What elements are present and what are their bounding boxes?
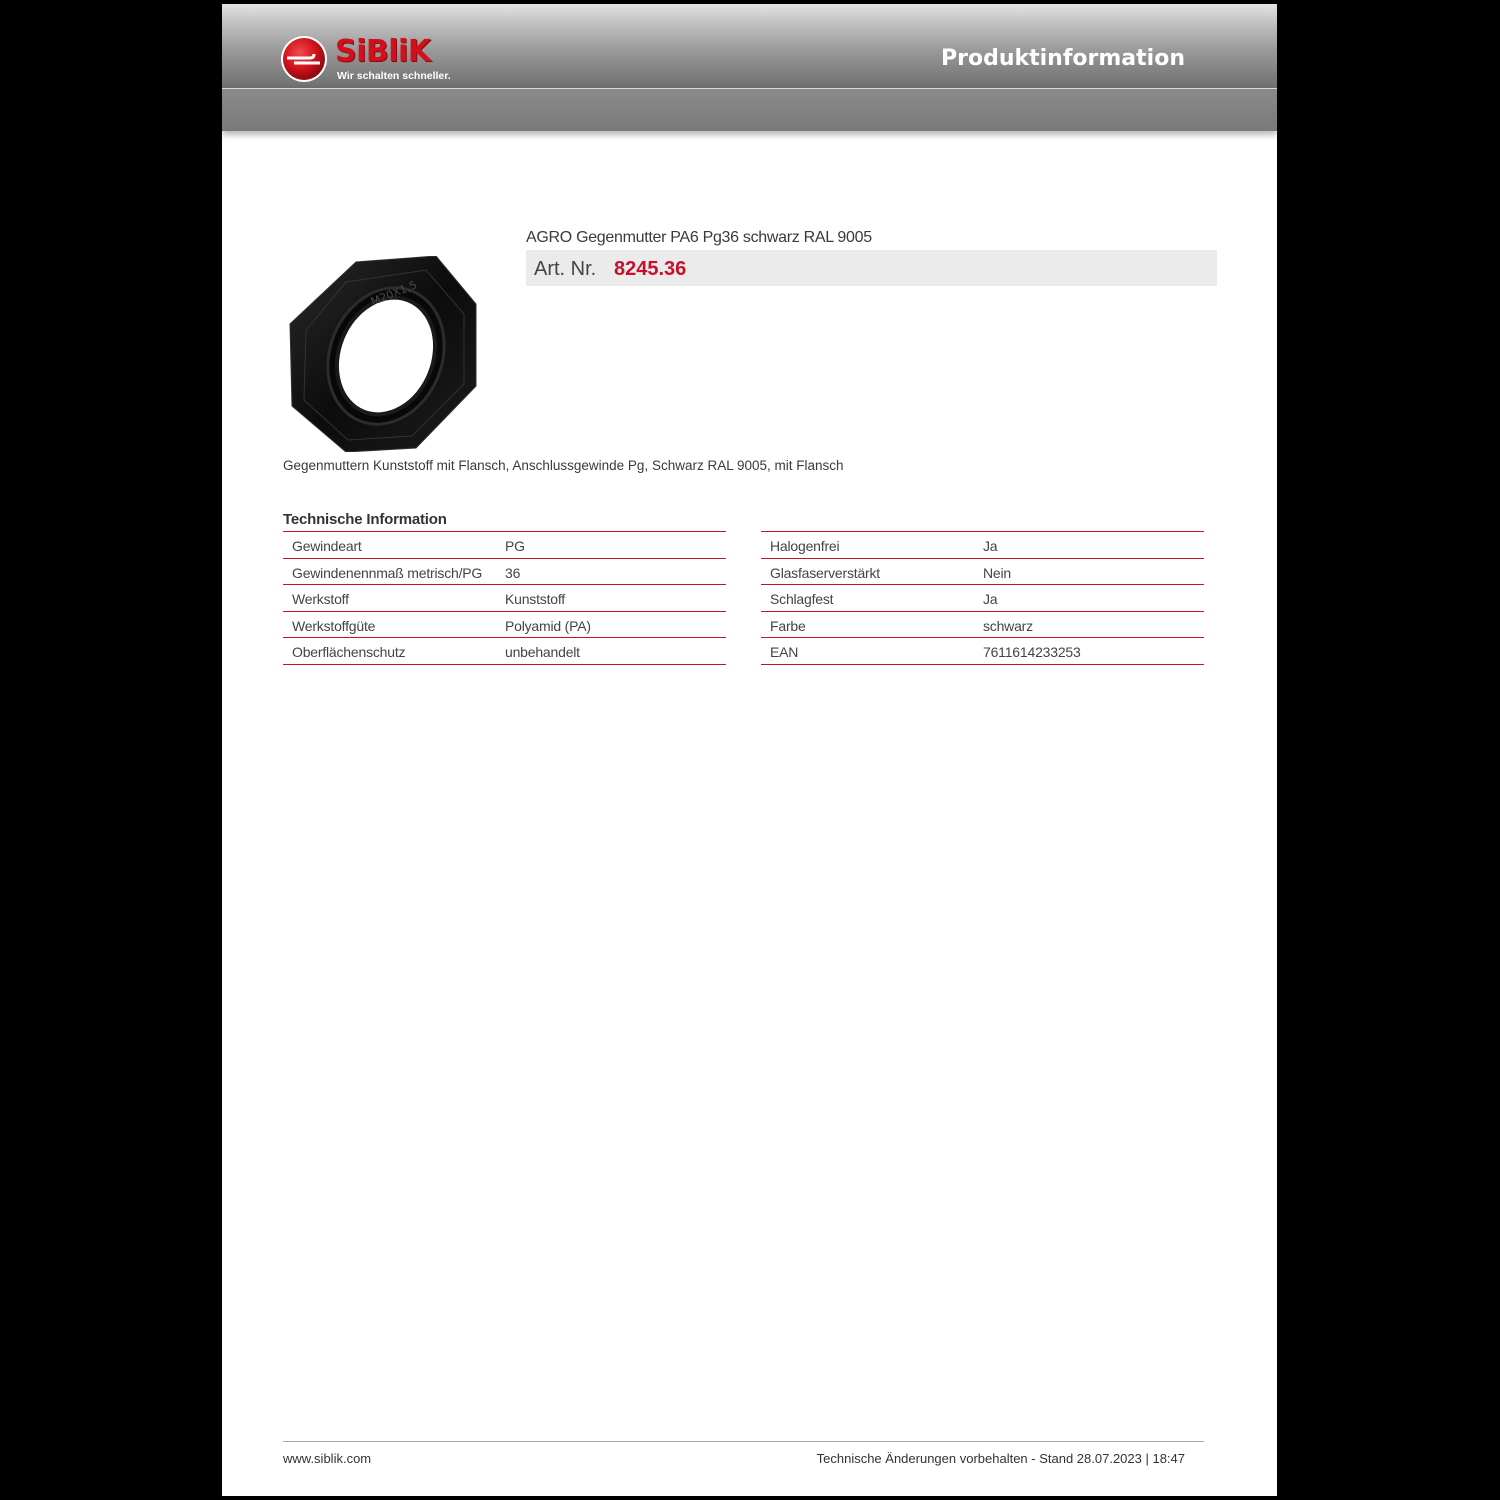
spec-label: Halogenfrei [770, 538, 840, 554]
spec-row [283, 612, 726, 639]
footer-divider [283, 1441, 1204, 1442]
brand-tagline: Wir schalten schneller. [337, 70, 451, 82]
article-number-label: Art. Nr. [534, 258, 597, 280]
product-title: AGRO Gegenmutter PA6 Pg36 schwarz RAL 9005 [526, 229, 872, 246]
spec-value: 36 [505, 564, 521, 581]
spec-value: schwarz [983, 617, 1033, 634]
spec-label: Werkstoffgüte [292, 617, 376, 634]
spec-row [283, 638, 726, 665]
spec-label: Schlagfest [770, 591, 834, 607]
spec-row [761, 532, 1204, 559]
spec-table-left [283, 531, 726, 665]
siblik-logo[interactable] [280, 35, 470, 85]
siblik-logo-icon [280, 35, 328, 83]
spec-value: Polyamid (PA) [505, 617, 591, 634]
spec-label: Gewindeart [292, 538, 362, 554]
spec-label: EAN [770, 644, 799, 660]
spec-value: Ja [983, 538, 998, 554]
footer-note: Technische Änderungen vorbehalten - Stand 28.07.2023 | 18:47 [816, 1451, 1185, 1466]
spec-table-right [761, 531, 1204, 665]
spec-row [761, 612, 1204, 639]
article-number: 8245.36 [614, 258, 687, 280]
page-title: Produktinformation [941, 46, 1185, 71]
article-number-box [526, 250, 1217, 286]
spec-value: PG [505, 538, 525, 554]
spec-label: Glasfaserverstärkt [770, 564, 880, 581]
spec-value: Kunststoff [505, 591, 566, 607]
spec-label: Werkstoff [292, 591, 349, 607]
tech-info-heading: Technische Information [283, 511, 447, 528]
spec-row [283, 559, 726, 586]
spec-label: Oberflächenschutz [292, 644, 406, 660]
spec-value: Nein [983, 564, 1011, 581]
lock-nut-image [286, 256, 481, 452]
header-band [222, 88, 1277, 131]
spec-value: 7611614233253 [983, 644, 1081, 660]
header-bar [222, 4, 1277, 88]
spec-value: unbehandelt [505, 644, 580, 660]
product-description: Gegenmuttern Kunststoff mit Flansch, Anschlussgewinde Pg, Schwarz RAL 9005, mit Flansch [283, 458, 844, 473]
spec-row [761, 585, 1204, 612]
spec-value: Ja [983, 591, 998, 607]
spec-label: Farbe [770, 617, 806, 634]
spec-label: Gewindenennmaß metrisch/PG [292, 564, 483, 581]
product-sheet [222, 4, 1277, 1496]
spec-row [761, 638, 1204, 665]
nut-marking: M20X1,5 [368, 278, 419, 309]
website-link[interactable]: www.siblik.com [283, 1451, 372, 1466]
brand-name: SiBliK [335, 34, 431, 69]
spec-row [761, 559, 1204, 586]
spec-row [283, 585, 726, 612]
spec-row [283, 532, 726, 559]
